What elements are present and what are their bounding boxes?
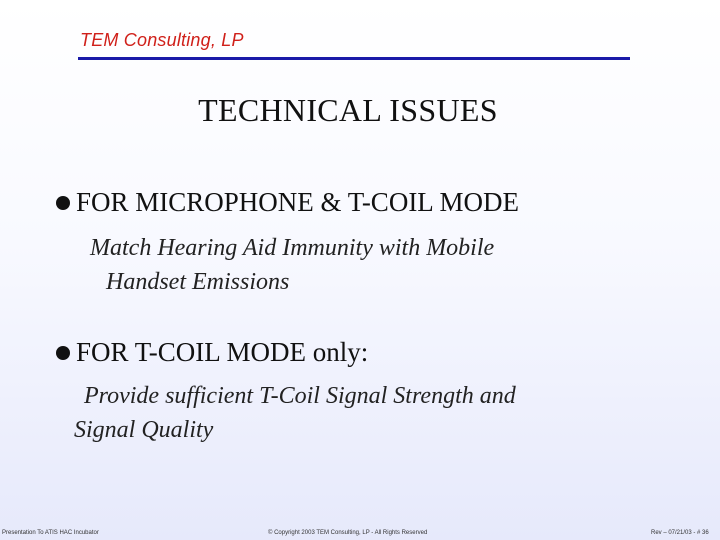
slide-title: TECHNICAL ISSUES — [198, 92, 498, 128]
footer-revision: Rev – 07/21/03 - # 36 — [651, 530, 709, 536]
footer-copyright: © Copyright 2003 TEM Consulting, LP - All Rights Reserved — [268, 530, 428, 536]
bullet-detail-line: Provide sufficient T-Coil Signal Strength and — [84, 383, 516, 409]
header-divider — [78, 57, 630, 60]
bullet-heading: FOR T-COIL MODE only: — [76, 337, 369, 367]
bullet-detail-line: Handset Emissions — [106, 269, 290, 295]
bullet-dot-icon — [56, 346, 70, 360]
bullet-heading: FOR MICROPHONE & T-COIL MODE — [76, 187, 520, 217]
bullet-detail-line: Match Hearing Aid Immunity with Mobile — [90, 235, 495, 261]
bullet-item-1 — [56, 187, 519, 218]
bullet-dot-icon — [56, 196, 70, 210]
brand-logo-text: TEM Consulting, LP — [80, 30, 244, 50]
footer-presentation-label: Presentation To ATIS HAC Incubator — [2, 530, 99, 536]
bullet-item-2 — [56, 337, 368, 368]
bullet-detail-line: Signal Quality — [74, 417, 214, 443]
